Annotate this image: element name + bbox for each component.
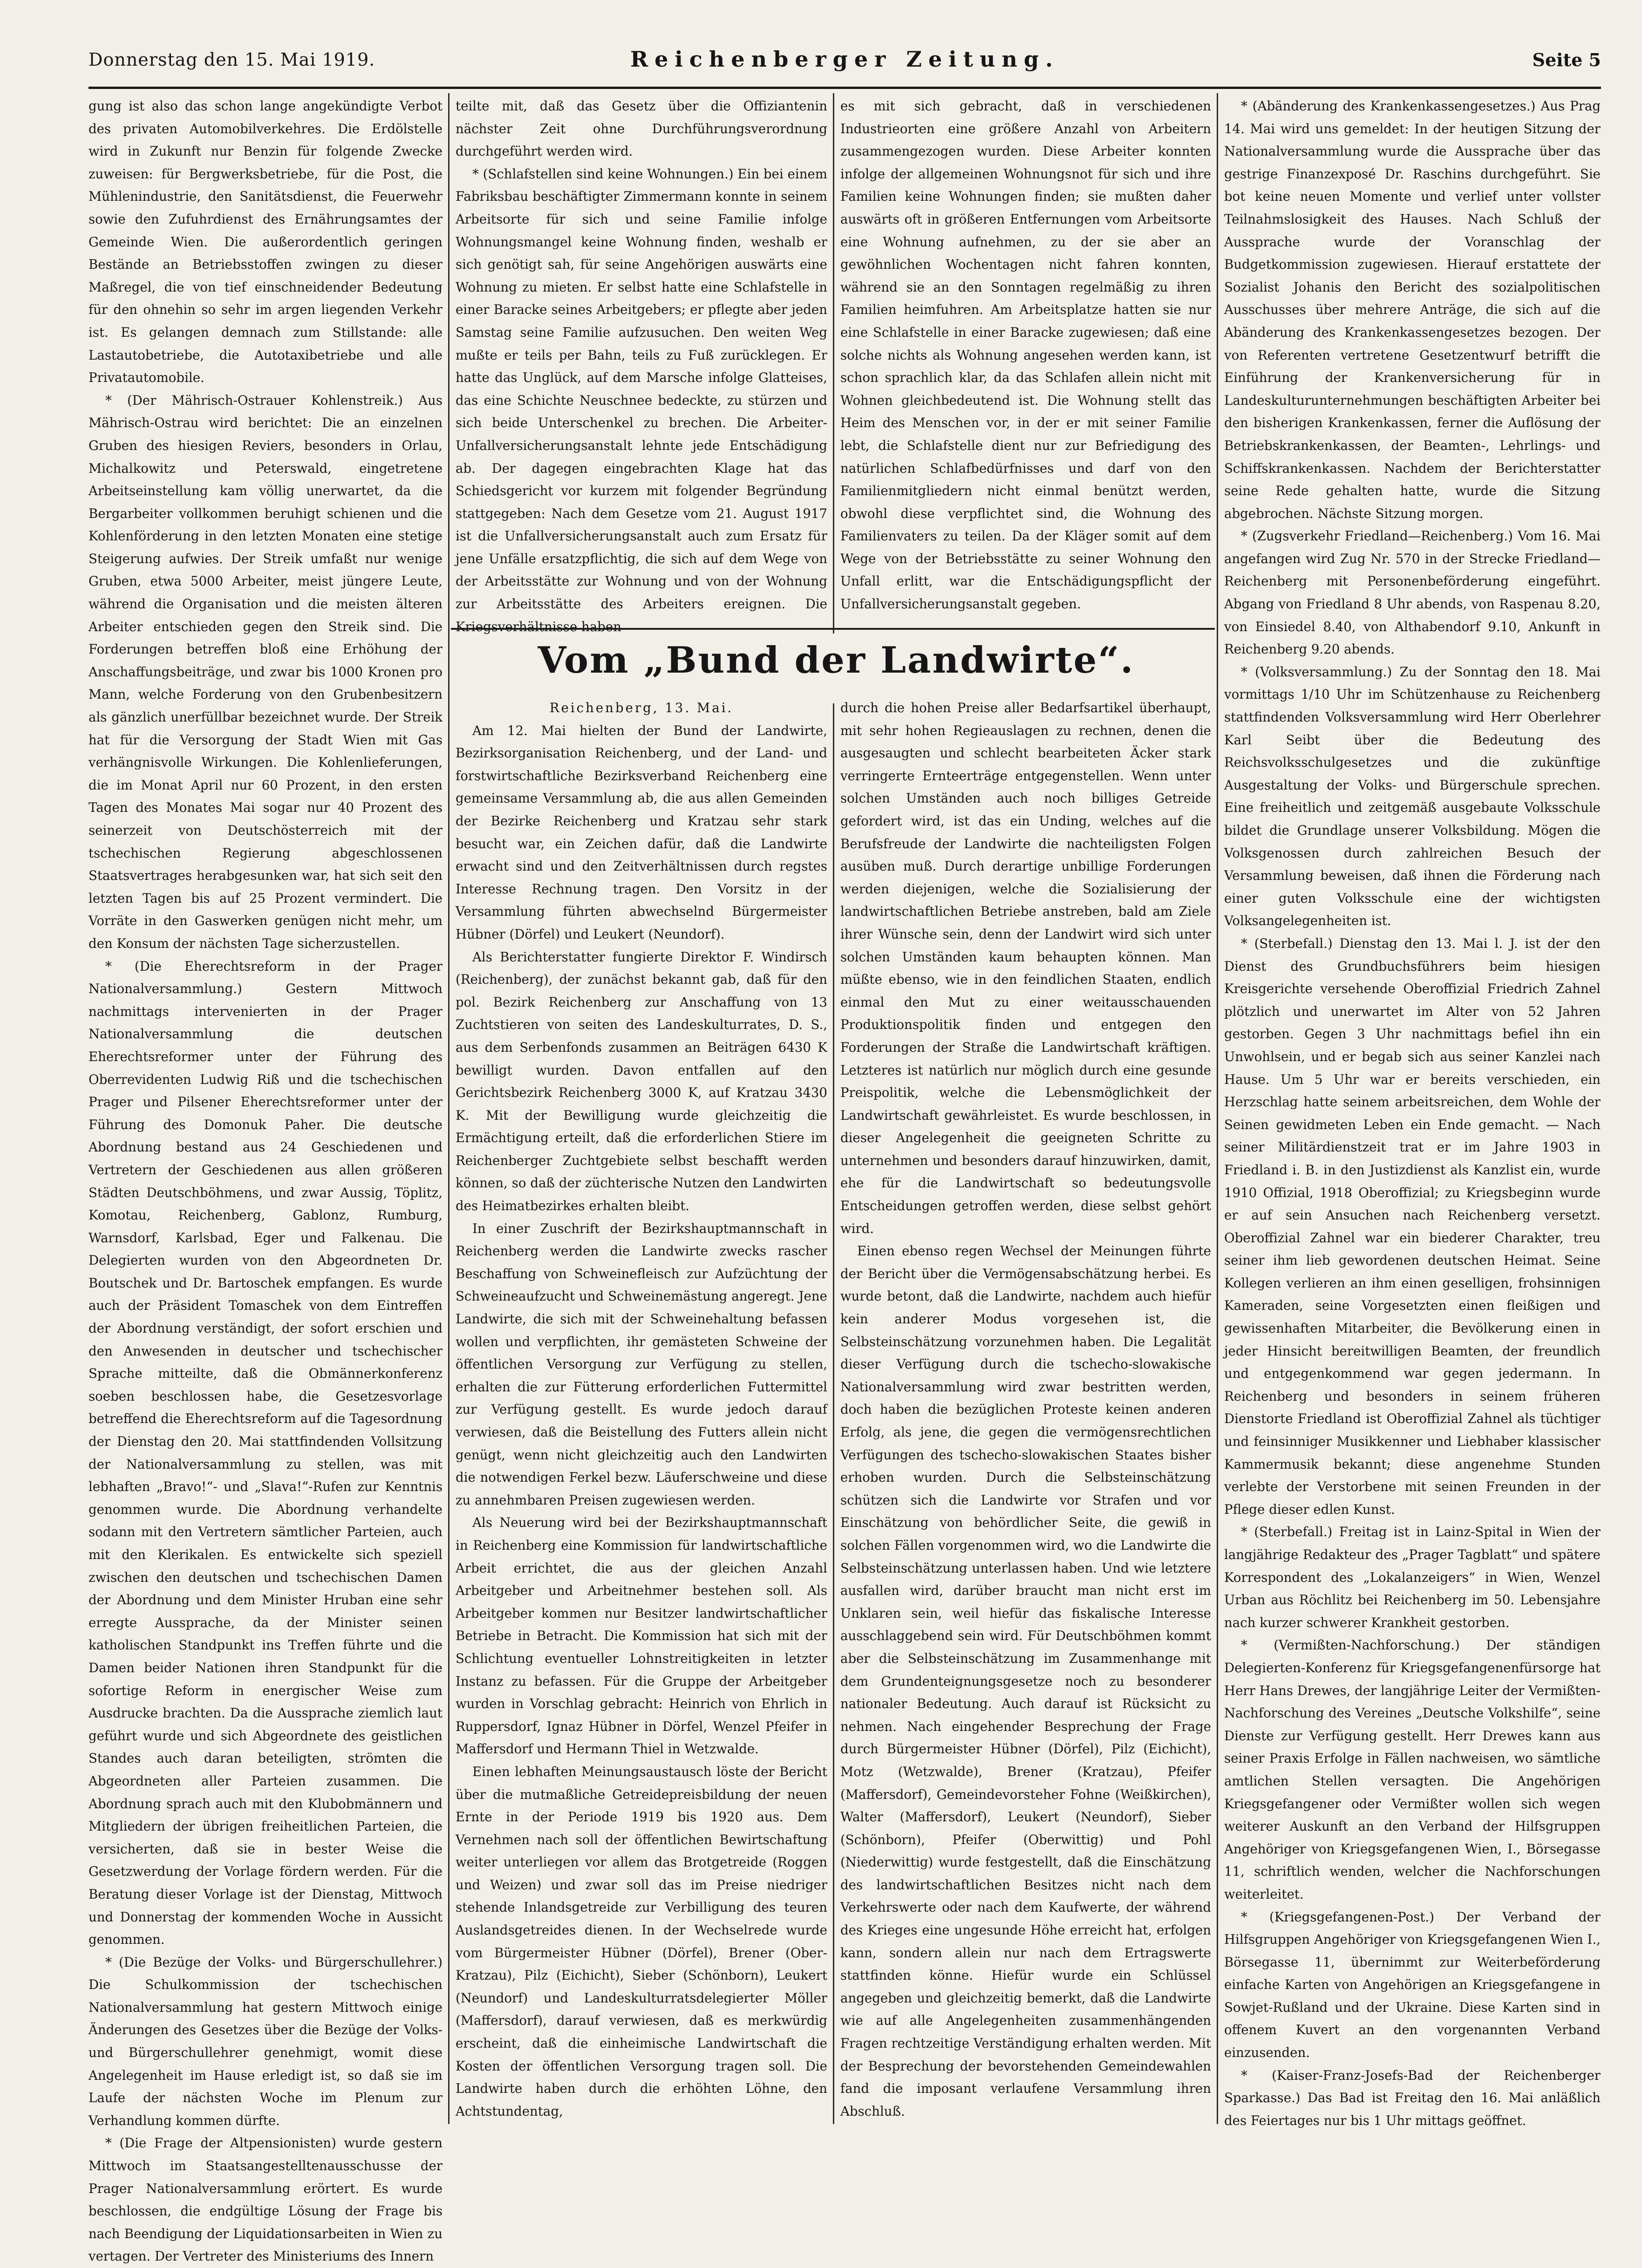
column-4 xyxy=(1224,95,1601,2126)
article-text: Als Neuerung wird bei der Bezirkshauptmannschaft in Reichenberg eine Kommission für landwirtschaftliche Arbeit errichtet, die aus der gleichen Anzahl Arbeitgeber und Arbeitnehmer bestehen soll. Als Arbeitgeber kommen nur Besitzer landwirtschaftlicher Betriebe in Betracht. Die Kommission hat sich mit der Schlichtung eventueller Lohnstreitigkeiten in letzter Instanz zu befassen. Für die Gruppe der Arbeitgeber wurden in Vorschlag gebracht: Heinrich von Ehrlich in Ruppersdorf, Ignaz Hübner in Dörfel, Wenzel Pfeifer in Maffersdorf und Hermann Thiel in Wetzwalde. xyxy=(456,1515,827,1757)
column-5 xyxy=(456,697,827,2125)
dateline: Reichenberg, 13. Mai. xyxy=(549,700,734,715)
article-text: Einen lebhaften Meinungsaustausch löste der Bericht über die mutmaßliche Getreidepreisbildung der neuen Ernte in der Periode 1919 bis 1920 aus. Dem Vernehmen nach soll der öffentlichen Bewirtschaftung weiter unterliegen vor allem das Brotgetreide (Roggen und Weizen) und zwar soll das im Preise niedriger stehende Inlandsgetreide zur Verbilligung des teuren Auslandsgetreides dienen. In der Wechselrede wurde vom Bürgermeister Hübner (Dörfel), Brener (Ober-Kratzau), Pilz (Eichicht), Sieber (Schönborn), Leukert (Neundorf) und Landeskulturratsdelegierter Möller (Maffersdorf), darauf verwiesen, daß es merkwürdig erscheint, daß die einheimische Landwirtschaft die Kosten der öffentlichen Versorgung tragen soll. Die Landwirte haben durch die erhöhten Löhne, den Achtstundentag, xyxy=(456,1764,827,2119)
article-text: * (Schlafstellen sind keine Wohnungen.) Ein bei einem Fabriksbau beschäftigter Zimmermann konnte in seinem Arbeitsorte für sich und seine Familie infolge Wohnungsmangel keine Wohnung finden, weshalb er sich genötigt sah, für seine Angehörigen auswärts eine Wohnung zu mieten. Er selbst hatte eine Schlafstelle in einer Baracke seines Arbeitgebers; er pflegte aber jeden Samstag seine Familie aufzusuchen. Den weiten Weg mußte er teils per Bahn, teils zu Fuß zurücklegen. Er hatte das Unglück, auf dem Marsche infolge Glatteises, das eine Schichte Neuschnee bedeckte, zu stürzen und sich beide Unterschenkel zu brechen. Die Arbeiter-Unfallversicherungsanstalt lehnte jede Entschädigung ab. Der dagegen eingebrachten Klage hat das Schiedsgericht vor kurzem mit folgender Begründung stattgegeben: Nach dem Gesetze vom 21. August 1917 ist die Unfallversicherungsanstalt auch zum Ersatz für jene Unfälle ersatzpflichtig, die sich auf dem Wege von der Arbeitsstätte zur Wohnung und von der Wohnung zur Arbeitsstätte des Arbeiters ereignen. Die Kriegsverhältnisse haben xyxy=(456,166,827,634)
article-text: * (Vermißten-Nachforschung.) Der ständigen Delegierten-Konferenz für Kriegsgefangenenfürsorge hat Herr Hans Drewes, der langjährige Leiter der Vermißten-Nachforschung des Vereines „Deutsche Volkshilfe“, seine Dienste zur Verfügung gestellt. Herr Drewes kann aus seiner Praxis Erfolge in Fällen nachweisen, wo sämtliche amtlichen Stellen versagten. Die Angehörigen Kriegsgefangener oder Vermißter wollen sich wegen weiterer Auskunft an den Verband der Hilfsgruppen Angehöriger von Kriegsgefangenen Wien, I., Börsegasse 11, schriftlich wenden, welcher die Nachforschungen weiterleitet. xyxy=(1224,1637,1601,1902)
column-2 xyxy=(456,95,827,634)
article-text: * (Die Eherechtsreform in der Prager Nationalversammlung.) Gestern Mittwoch nachmittags intervenierten in der Prager Nationalversammlung die deutschen Eherechtsreformer unter der Führung des Oberrevidenten Ludwig Riß und die tschechischen Prager und Pilsener Eherechtsreformer unter der Führung des Domonuk Paher. Die deutsche Abordnung bestand aus 24 Geschiedenen und Vertretern der Geschiedenen aus allen größeren Städten Deutschböhmens, und zwar Aussig, Töplitz, Komotau, Reichenberg, Gablonz, Rumburg, Warnsdorf, Karlsbad, Eger und Falkenau. Die Delegierten wurden von den Abgeordneten Dr. Boutschek und Dr. Bartoschek empfangen. Es wurde auch der Präsident Tomaschek von dem Eintreffen der Abordnung verständigt, der sofort erschien und den Anwesenden in deutscher und tschechischer Sprache mitteilte, daß die Obmännerkonferenz soeben beschlossen habe, die Gesetzesvorlage betreffend die Eherechtsreform auf die Tagesordnung der Dienstag den 20. Mai stattfindenden Vollsitzung der Nationalversammlung zu stellen, was mit lebhaften „Bravo!“- und „Slava!“-Rufen zur Kenntnis genommen wurde. Die Abordnung verhandelte sodann mit den Vertretern sämtlicher Parteien, auch mit den Klerikalen. Es entwickelte sich speziell zwischen den deutschen und tschechischen Damen der Abordnung und dem Minister Hruban eine sehr erregte Aussprache, da der Minister seinen katholischen Standpunkt ins Treffen führte und die Damen beider Nationen ihren Standpunkt für die sofortige Reform in energischer Weise zum Ausdrucke brachten. Da die Aussprache ziemlich laut geführt wurde und sich Abgeordnete des geistlichen Standes auch daran beteiligten, strömten die Abgeordneten aller Parteien zusammen. Die Abordnung sprach auch mit den Klubobmännern und Mitgliedern der übrigen freiheitlichen Parteien, die versicherten, daß sie in bester Weise die Gesetzwerdung der Vorlage fördern werden. Für die Beratung dieser Vorlage ist der Dienstag, Mittwoch und Donnerstag der kommenden Woche in Aussicht genommen. xyxy=(89,958,443,1948)
article-text: In einer Zuschrift der Bezirkshauptmannschaft in Reichenberg werden die Landwirte zwecks rascher Beschaffung von Schweinefleisch zur Aufzüchtung der Schweineaufzucht und Schweinemästung angeregt. Jene Landwirte, die sich mit der Schweinehaltung befassen wollen und verpflichten, ihr gemästeten Schweine der öffentlichen Versorgung zur Verfügung zu stellen, erhalten die zur Fütterung erforderlichen Futtermittel zur Verfügung gestellt. Es wurde jedoch darauf verwiesen, daß die Beistellung des Futters allein nicht genügt, wenn nicht gleichzeitig auch den Landwirten die notwendigen Ferkel bezw. Läuferschweine und diese zu annehmbaren Preisen zugewiesen werden. xyxy=(456,1220,827,1508)
article-text: * (Kaiser-Franz-Josefs-Bad der Reichenberger Sparkasse.) Das Bad ist Freitag den 16. Mai anläßlich des Feiertages nur bis 1 Uhr mittags geöffnet. xyxy=(1224,2067,1601,2128)
article-text: * (Kriegsgefangenen-Post.) Der Verband der Hilfsgruppen Angehöriger von Kriegsgefangenen Wien I., Börsegasse 11, übernimmt zur Weiterbeförderung einfache Karten von Angehörigen an Kriegsgefangene in Sowjet-Rußland und der Ukraine. Diese Karten sind in offenem Kuvert an den vorgenannten Verband einzusenden. xyxy=(1224,1909,1601,2061)
article-text: Am 12. Mai hielten der Bund der Landwirte, Bezirksorganisation Reichenberg, und der Land- und forstwirtschaftliche Bezirksverband Reichenberg eine gemeinsame Versammlung ab, die aus allen Gemeinden der Bezirke Reichenberg und Kratzau sehr stark besucht war, ein Zeichen dafür, daß die Landwirte erwacht sind und den Zeitverhältnissen durch regstes Interesse Rechnung tragen. Den Vorsitz in der Versammlung führten abwechselnd Bürgermeister Hübner (Dörfel) und Leukert (Neundorf). xyxy=(456,722,827,942)
article-text: * (Zugsverkehr Friedland—Reichenberg.) Vom 16. Mai angefangen wird Zug Nr. 570 in der Strecke Friedland—Reichenberg mit Personenbeförderung eingeführt. Abgang von Friedland 8 Uhr abends, von Raspenau 8.20, von Einsiedel 8.40, von Althabendorf 9.10, Ankunft in Reichenberg 9.20 abends. xyxy=(1224,528,1601,657)
column-divider xyxy=(448,93,450,2124)
article-text: teilte mit, daß das Gesetz über die Offiziantenin nächster Zeit ohne Durchführungsverordnung durchgeführt werden wird. xyxy=(456,98,827,159)
column-3 xyxy=(840,95,1211,624)
article-text: * (Sterbefall.) Freitag ist in Lainz-Spital in Wien der langjährige Redakteur des „Prager Tagblatt“ und spätere Korrespondent des „Lokalanzeigers“ in Wien, Wenzel Urban aus Röchlitz bei Reichenberg im 50. Lebensjahre nach kurzer schwerer Krankheit gestorben. xyxy=(1224,1524,1601,1630)
article-text: gung ist also das schon lange angekündigte Verbot des privaten Automobilverkehres. Die Erdölstelle wird in Zukunft nur Benzin für folgende Zwecke zuweisen: für Bergwerksbetriebe, für die Post, die Mühlenindustrie, den Sanitätsdienst, die Feuerwehr sowie den Zufuhrdienst des Ernährungsamtes der Gemeinde Wien. Die außerordentlich geringen Bestände an Betriebsstoffen zwingen zu dieser Maßregel, die von tief einschneidender Bedeutung für den ohnehin so sehr im argen liegenden Verkehr ist. Es gelangen demnach zum Stillstande: alle Lastautobetriebe, die Autotaxibetriebe und alle Privatautomobile. xyxy=(89,98,443,386)
column-6 xyxy=(840,697,1211,2125)
newspaper-title: Reichenberger Zeitung. xyxy=(630,47,1060,72)
article-headline: Vom „Bund der Landwirte“. xyxy=(538,639,1135,681)
article-text: es mit sich gebracht, daß in verschiedenen Industrieorten eine größere Anzahl von Arbeitern zusammengezogen wurden. Diese Arbeiter konnten infolge der allgemeinen Wohnungsnot für sich und ihre Familien keine Wohnungen finden; sie mußten daher auswärts oft in größeren Entfernungen vom Arbeitsorte eine Wohnung aufnehmen, zu der sie aber an gewöhnlichen Wochentagen nicht fahren konnten, während sie an den Sonntagen regelmäßig zu ihren Familien heimfuhren. Am Arbeitsplatze hatten sie nur eine Schlafstelle in einer Baracke zugewiesen; daß eine solche nichts als Wohnung angesehen werden kann, ist schon sprachlich klar, da das Schlafen allein nicht mit Wohnen gleichbedeutend ist. Die Wohnung stellt das Heim des Menschen vor, in der er mit seiner Familie lebt, die Schlafstelle dient nur zur Befriedigung des natürlichen Schlafbedürfnisses und darf von den Familienmitgliedern nicht einmal benützt werden, obwohl diese verpflichtet sind, die Wohnung des Familienvaters zu teilen. Da der Kläger somit auf dem Wege von der Betriebsstätte zu seiner Wohnung den Unfall erlitt, war die Entschädigungspflicht der Unfallversicherungsanstalt gegeben. xyxy=(840,98,1211,612)
article-text: Als Berichterstatter fungierte Direktor F. Windirsch (Reichenberg), der zunächst bekannt gab, daß für den pol. Bezirk Reichenberg zur Anschaffung von 13 Zuchtstieren von seiten des Landeskulturrates, D. S., aus dem Serbenfonds zusammen an Beiträgen 6430 K bewilligt wurden. Davon entfallen auf den Gerichtsbezirk Reichenberg 3000 K, auf Kratzau 3430 K. Mit der Bewilligung wurde gleichzeitig die Ermächtigung erteilt, daß die erforderlichen Stiere im Reichenberger Zuchtgebiete selbst beschafft werden können, so daß der züchterische Nutzen den Landwirten des Heimatbezirkes erhalten bleibt. xyxy=(456,949,827,1214)
masthead-rule xyxy=(89,87,1601,89)
issue-date: Donnerstag den 15. Mai 1919. xyxy=(89,49,375,70)
article-text: * (Volksversammlung.) Zu der Sonntag den 18. Mai vormittags 1/10 Uhr im Schützenhause zu Reichenberg stattfindenden Volksversammlung wird Herr Oberlehrer Karl Seibt über die Bedeutung des Reichsvolksschulgesetzes und die zukünftige Ausgestaltung der Volks- und Bürgerschule sprechen. Eine freiheitlich und zeitgemäß ausgebaute Volksschule bildet die Grundlage unserer Volksbildung. Mögen die Volksgenossen durch zahlreichen Besuch der Versammlung beweisen, daß ihnen die Förderung nach einer guten Volksschule eine der wichtigsten Volksangelegenheiten ist. xyxy=(1224,664,1601,929)
masthead xyxy=(89,45,1601,78)
article-text: * (Die Frage der Altpensionisten) wurde gestern Mittwoch im Staatsangestelltenausschusse der Prager Nationalversammlung erörtert. Es wurde beschlossen, die endgültige Lösung der Frage bis nach Beendigung der Liquidationsarbeiten in Wien zu vertagen. Der Vertreter des Ministeriums des Innern xyxy=(89,2135,443,2264)
column-divider xyxy=(833,703,834,2124)
article-text: durch die hohen Preise aller Bedarfsartikel überhaupt, mit sehr hohen Regieauslagen zu rechnen, denen die ausgesaugten und schlecht bearbeiteten Äcker stark verringerte Ernteerträge entgegenstellen. Wenn unter solchen Umständen auch noch billiges Getreide gefordert wird, ist das ein Unding, welches auf die Berufsfreude der Landwirte die nachteiligsten Folgen ausüben muß. Durch derartige unbillige Forderungen werden diejenigen, welche die Sozialisierung der landwirtschaftlichen Betriebe anstreben, bald am Ziele ihrer Wünsche sein, denn der Landwirt wird sich unter solchen Umständen kaum behaupten können. Man müßte ebenso, wie in den feindlichen Staaten, endlich einmal den Mut zu einer weitausschauenden Produktionspolitik finden und entgegen den Forderungen der Straße die Landwirtschaft kräftigen. Letzteres ist natürlich nur möglich durch eine gesunde Preispolitik, welche die Lebensmöglichkeit der Landwirtschaft gewährleistet. Es wurde beschlossen, in dieser Angelegenheit die geeigneten Schritte zu unternehmen und besonders darauf hinzuwirken, damit, ehe für die Landwirtschaft so bedeutungsvolle Entscheidungen getroffen werden, diese selbst gehört wird. xyxy=(840,700,1211,1236)
article-text: * (Abänderung des Krankenkassengesetzes.) Aus Prag 14. Mai wird uns gemeldet: In der heutigen Sitzung der Nationalversammlung wurde die Aussprache über das gestrige Finanzexposé Dr. Raschins durchgeführt. Sie bot keine neuen Momente und verlief unter vollster Teilnahmslosigkeit des Hauses. Nach Schluß der Aussprache wurde der Voranschlag der Budgetkommission zugewiesen. Hierauf erstattete der Sozialist Johanis den Bericht des sozialpolitischen Ausschusses über mehrere Anträge, die sich auf die Abänderung des Krankenkassengesetzes bezogen. Der von Referenten vertretene Gesetzentwurf betrifft die Einführung der Krankenversicherung für in Landeskulturunternehmungen beschäftigten Arbeiter bei den bisherigen Krankenkassen, ferner die Auflösung der Betriebskrankenkassen, der Beamten-, Lehrlings- und Schiffskrankenkassen. Nachdem der Berichterstatter seine Rede gehalten hatte, wurde die Sitzung abgebrochen. Nächste Sitzung morgen. xyxy=(1224,98,1601,521)
page-number: Seite 5 xyxy=(1532,49,1601,70)
article-text: * (Sterbefall.) Dienstag den 13. Mai l. J. ist der den Dienst des Grundbuchsführers beim hiesigen Kreisgerichte versehende Oberoffizial Friedrich Zahnel plötzlich und unerwartet im Alter von 52 Jahren gestorben. Gegen 3 Uhr nachmittags befiel ihn ein Unwohlsein, und er begab sich aus seiner Kanzlei nach Hause. Um 5 Uhr war er bereits verschieden, ein Herzschlag hatte seinem arbeitsreichen, dem Wohle der Seinen gewidmeten Leben ein Ende gemacht. — Nach seiner Militärdienstzeit trat er im Jahre 1903 in Friedland i. B. in den Justizdienst als Kanzlist ein, wurde 1910 Offizial, 1918 Oberoffizial; zu Kriegsbeginn wurde er auf sein Ansuchen nach Reichenberg versetzt. Oberoffizial Zahnel war ein biederer Charakter, treu seiner ihm lieb gewordenen deutschen Heimat. Seine Kollegen verlieren an ihm einen geselligen, frohsinnigen Kameraden, seine Vorgesetzten einen fleißigen und gewissenhaften Mitarbeiter, die Bevölkerung einen in jeder Hinsicht bereitwilligen Beamten, der freundlich und entgegenkommend war gegen jedermann. In Reichenberg und besonders in seinem früheren Dienstorte Friedland ist Oberoffizial Zahnel als tüchtiger und feinsinniger Musikkenner und Liebhaber klassischer Kammermusik bekannt; diese angenehme Stunden verlebte der Verstorbene mit seinen Freunden in der Pflege dieser edlen Kunst. xyxy=(1224,935,1601,1517)
article-text: * (Die Bezüge der Volks- und Bürgerschullehrer.) Die Schulkommission der tschechischen Nationalversammlung hat gestern Mittwoch einige Änderungen des Gesetzes über die Bezüge der Volks- und Bürgerschullehrer genehmigt, womit diese Angelegenheit im Hause erledigt ist, so daß sie im Laufe der nächsten Woche im Plenum zur Verhandlung kommen dürfte. xyxy=(89,1954,443,2128)
column-divider xyxy=(833,93,834,633)
column-1 xyxy=(89,95,443,2264)
article-text: Einen ebenso regen Wechsel der Meinungen führte der Bericht über die Vermögensabschätzung herbei. Es wurde betont, daß die Landwirte, nachdem auch hiefür kein anderer Modus vorgesehen ist, die Selbsteinschätzung vorzunehmen haben. Die Legalität dieser Verfügung durch die tschecho-slowakische Nationalversammlung wird zwar bestritten werden, doch haben die bezüglichen Proteste keinen anderen Erfolg, als jene, die gegen die vermögensrechtlichen Verfügungen des tschecho-slowakischen Staates bisher erhoben wurden. Durch die Selbsteinschätzung schützen sich die Landwirte vor Strafen und vor Einschätzung von behördlicher Seite, die gewiß in solchen Fällen vorgenommen wird, wo die Landwirte die Selbsteinschätzung unterlassen haben. Und wie letztere ausfallen wird, darüber braucht man nicht erst im Unklaren sein, weil hiefür das fiskalische Interesse ausschlaggebend sein wird. Für Deutschböhmen kommt aber die Selbsteinschätzung im Zusammenhange mit dem Grundenteignungsgesetze noch zu besonderer nationaler Bedeutung. Auch darauf ist Rücksicht zu nehmen. Nach eingehender Besprechung der Frage durch Bürgermeister Hübner (Dörfel), Pilz (Eichicht), Motz (Wetzwalde), Brener (Kratzau), Pfeifer (Maffersdorf), Gemeindevorsteher Fohne (Weißkirchen), Walter (Maffersdorf), Leukert (Neundorf), Sieber (Schönborn), Pfeifer (Oberwittig) und Pohl (Niederwittig) wurde festgestellt, daß die Einschätzung des landwirtschaftlichen Besitzes nicht nach dem Verkehrswerte oder nach dem Kaufwerte, der während des Krieges eine ungesunde Höhe erreicht hat, erfolgen kann, sondern allein nur nach dem Ertragswerte stattfinden könne. Hiefür wurde ein Schlüssel angegeben und gleichzeitig bemerkt, daß die Landwirte wie auf alle Angelegenheiten zusammenhängenden Fragen rechtzeitige Verständigung erhalten werden. Mit der Besprechung der bevorstehenden Gemeindewahlen fand die imposant verlaufene Versammlung ihren Abschluß. xyxy=(840,1243,1211,2119)
column-divider xyxy=(1217,93,1218,2124)
article-text: * (Der Mährisch-Ostrauer Kohlenstreik.) Aus Mährisch-Ostrau wird berichtet: Die an einzelnen Gruben des hiesigen Reviers, besonders in Orlau, Michalkowitz und Peterswald, eingetretene Arbeitseinstellung kam völlig unerwartet, da die Bergarbeiter vollkommen beruhigt schienen und die Kohlenförderung in den letzten Monaten eine stetige Steigerung aufwies. Der Streik umfaßt nur wenige Gruben, etwa 5000 Arbeiter, meist jüngere Leute, während die Organisation und die meisten älteren Arbeiter entschieden gegen den Streik sind. Die Forderungen betreffen bloß eine Erhöhung der Anschaffungsbeiträge, und zwar bis 1000 Kronen pro Mann, welche Forderung von den Grubenbesitzern als gänzlich unerfüllbar bezeichnet wurde. Der Streik hat für die Versorgung der Stadt Wien mit Gas verhängnisvolle Wirkungen. Die Kohlenlieferungen, die im Monat April nur 60 Prozent, in den ersten Tagen des Monates Mai sogar nur 40 Prozent des seinerzeit von Deutschösterreich mit der tschechischen Regierung abgeschlossenen Staatsvertrages herabgesunken war, hat sich seit den letzten Tagen bis auf 25 Prozent vermindert. Die Vorräte in den Gaswerken genügen nicht mehr, um den Konsum der nächsten Tage sicherzustellen. xyxy=(89,392,443,951)
